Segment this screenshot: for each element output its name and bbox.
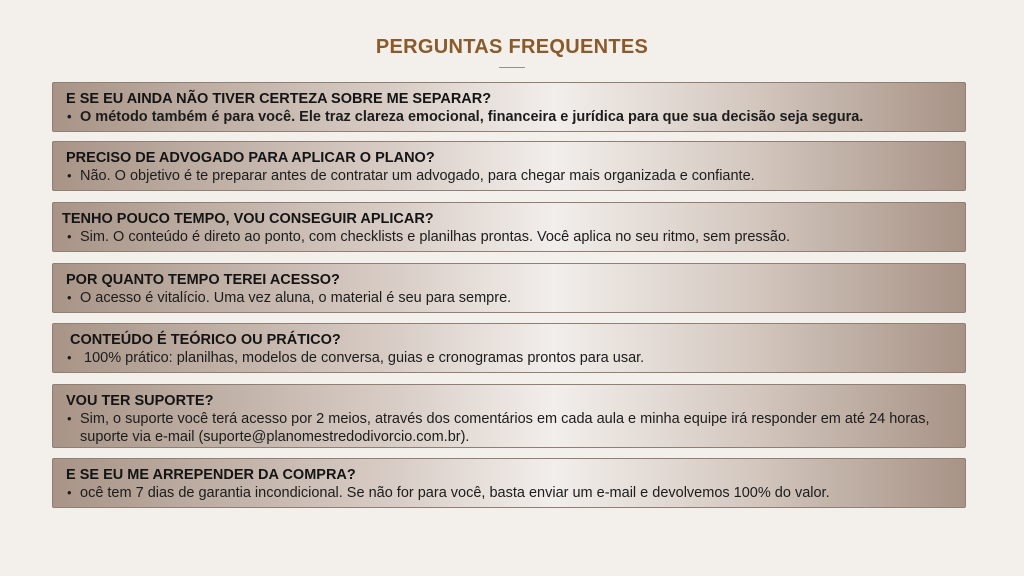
- faq-question: CONTEÚDO É TEÓRICO OU PRÁTICO?: [66, 332, 341, 348]
- faq-item-access: [52, 263, 966, 313]
- faq-item-uncertain: [52, 82, 966, 132]
- faq-question: POR QUANTO TEMPO TEREI ACESSO?: [66, 272, 340, 288]
- faq-question: E SE EU ME ARREPENDER DA COMPRA?: [66, 467, 356, 483]
- faq-item-time: [52, 202, 966, 252]
- faq-item-support: [52, 384, 966, 448]
- faq-answer: • 100% prático: planilhas, modelos de conversa, guias e cronogramas prontos para usar.: [66, 349, 953, 367]
- faq-item-lawyer: [52, 141, 966, 191]
- faq-question: E SE EU AINDA NÃO TIVER CERTEZA SOBRE ME SEPARAR?: [66, 91, 492, 107]
- faq-item-refund: [52, 458, 966, 508]
- title-divider: [499, 67, 525, 68]
- faq-answer: • ocê tem 7 dias de garantia incondicional. Se não for para você, basta enviar um e-mail e devolvemos 100% do valor.: [66, 484, 953, 502]
- faq-item-content: [52, 323, 966, 373]
- page-title: PERGUNTAS FREQUENTES: [375, 36, 649, 58]
- faq-answer: • Não. O objetivo é te preparar antes de contratar um advogado, para chegar mais organizada e confiante.: [66, 167, 953, 185]
- faq-question: PRECISO DE ADVOGADO PARA APLICAR O PLANO?: [66, 150, 435, 166]
- faq-question: VOU TER SUPORTE?: [66, 393, 214, 409]
- faq-answer: • Sim, o suporte você terá acesso por 2 meios, através dos comentários em cada aula e minha equipe irá responder em até 24 horas, suporte via e-mail (suporte@planomestredodivorcio.com.br).: [66, 410, 953, 446]
- faq-answer: • O acesso é vitalício. Uma vez aluna, o material é seu para sempre.: [66, 289, 953, 307]
- faq-question: TENHO POUCO TEMPO, VOU CONSEGUIR APLICAR?: [62, 211, 434, 227]
- faq-answer: • Sim. O conteúdo é direto ao ponto, com checklists e planilhas prontas. Você aplica no seu ritmo, sem pressão.: [66, 228, 953, 246]
- faq-answer: • O método também é para você. Ele traz clareza emocional, financeira e jurídica para que sua decisão seja segura.: [66, 108, 953, 126]
